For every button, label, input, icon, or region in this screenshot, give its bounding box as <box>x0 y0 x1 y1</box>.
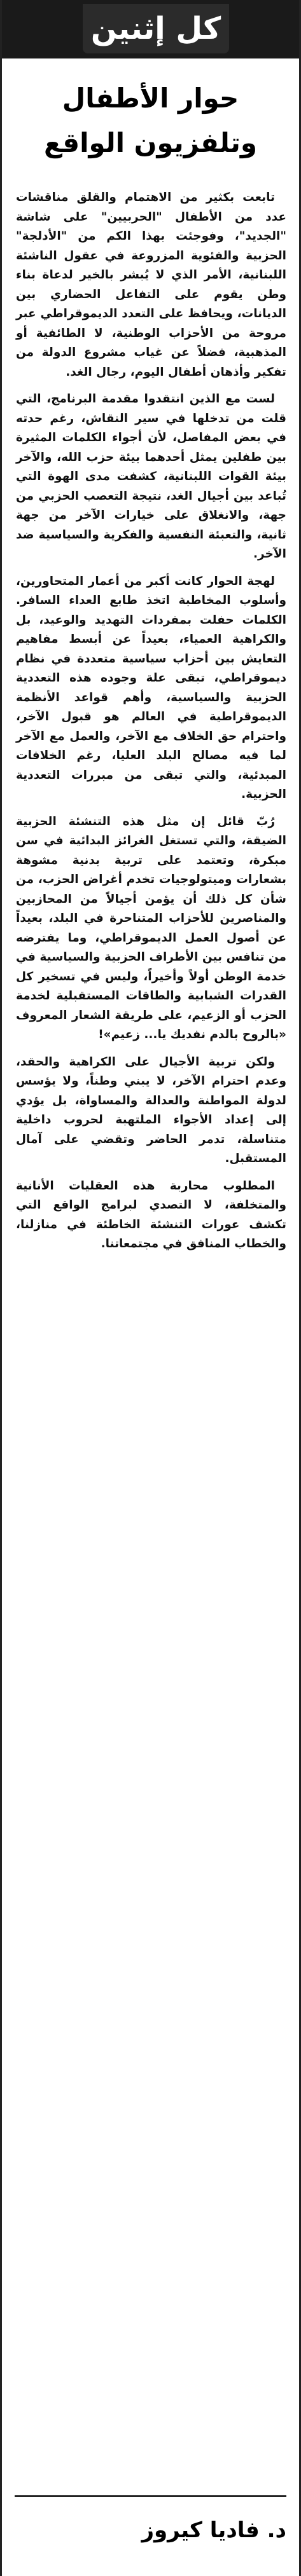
article-paragraph-4: رُبّ قائل إن مثل هذه التنشئة الحزبية الضيقة، والتي تستغل الغرائز البدائية في سن مبكرة، وتعتمد على تربية بدنية مشوهة بشعارات وميتولوجيات تخدم أغراض الحزب، من شأن كل ذلك أن يؤمن أجيالاً من المحازبين والمناصرين للأحزاب المتناحرة في البلد، بعيداً عن أصول العمل الديموقراطي، وما يفترضه من تنافس بين الأطراف الحزبية والسياسية في خدمة الوطن أولاً وأخيراً، وليس في تسخير كل القدرات الشبابية والطاقات المستقبلية لخدمة الحزب أو الزعيم، على طريقة الشعار المعروف «بالروح بالدم نفديك يا... زعيم»! <box>16 814 286 1041</box>
headline-line-2: وتلفزيون الواقع <box>43 127 258 158</box>
author-byline: د. فاديا كيروز <box>141 2518 286 2543</box>
article-paragraph-1: تابعت بكثير من الاهتمام والقلق مناقشات عدد من الأطفال "الحربيين" على شاشة "الجديد"، وفوجئت بهذا الكم من "الأدلجة" الحزبية والفئوية المزروعة في عقول الناشئة اللبنانية، الأمر الذي لا يُبشر بالخير لدعاة بناء وطن يقوم على التفاعل الحضاري بين الديانات، ويحافظ على التعدد الديموقراطي عبر مروحة من الأحزاب الوطنية، لا الطائفية أو المذهبية، فضلاً عن غياب مشروع الدولة من تفكير وأذهان أطفال اليوم، رجال الغد. <box>16 191 286 379</box>
section-header-tab <box>83 4 229 53</box>
author-divider <box>15 2495 286 2497</box>
headline-line-1: حوار الأطفال <box>62 83 239 114</box>
section-header-bar <box>2 0 299 58</box>
article-paragraph-5: ولكن تربية الأجيال على الكراهية والحقد، وعدم احترام الآخر، لا يبني وطناً، ولا يؤسس لدولة المواطنة والعدالة والمساواة، بل يؤدي إلى إعداد الأجواء الملتهبة لحروب داخلية متناسلة، تدمر الحاضر وتقضي على آمال المستقبل. <box>16 1055 286 1165</box>
article-headline <box>15 76 286 165</box>
article-paragraph-3: لهجة الحوار كانت أكبر من أعمار المتحاورين، وأسلوب المخاطبة اتخذ طابع العداء السافر. الكلمات حفلت بمفردات التهديد والوعيد، بل والكراهية العمياء، بعيداً عن أبسط مفاهيم التعايش بين أحزاب سياسية متعددة في نظام ديموقراطي، تبقى علة وجوده هذه التعددية الحزبية والسياسية، وأهم قواعد الأنظمة الديموقراطية في العالم هو قبول الآخر، واحترام حق الخلاف مع الآخر، والعمل مع الآخر لما فيه مصالح البلد العليا، رغم الخلافات المبدئية، والتي تبقى من مبررات التعددية الحزبية. <box>16 574 286 801</box>
article-paragraph-6: المطلوب محاربة هذه العقليات الأنانية والمتخلفة، لا التصدي لبرامج الواقع التي تكشف عورات التنشئة الخاطئة في منازلنا، والخطاب المنافق في مجتمعاتنا. <box>16 1179 286 1250</box>
section-title: كل إثنين <box>90 11 221 46</box>
article-paragraph-2: لست مع الذين انتقدوا مقدمة البرنامج، التي قلت من تدخلها في سير النقاش، رغم حدته في بعض المفاصل، لأن أجواء الكلمات المثيرة بين طفلين يمثل أحدهما بيئة حزب الله، والآخر بيئة القوات اللبنانية، كشفت مدى الهوة التي تُباعد بين أجيال الغد، نتيجة التعصب الحزبي من جهة، والانغلاق على خيارات الآخر من جهة ثانية، والتعبئة النفسية والفكرية والسياسية ضد الآخر. <box>16 392 286 561</box>
article-body <box>16 188 286 1262</box>
